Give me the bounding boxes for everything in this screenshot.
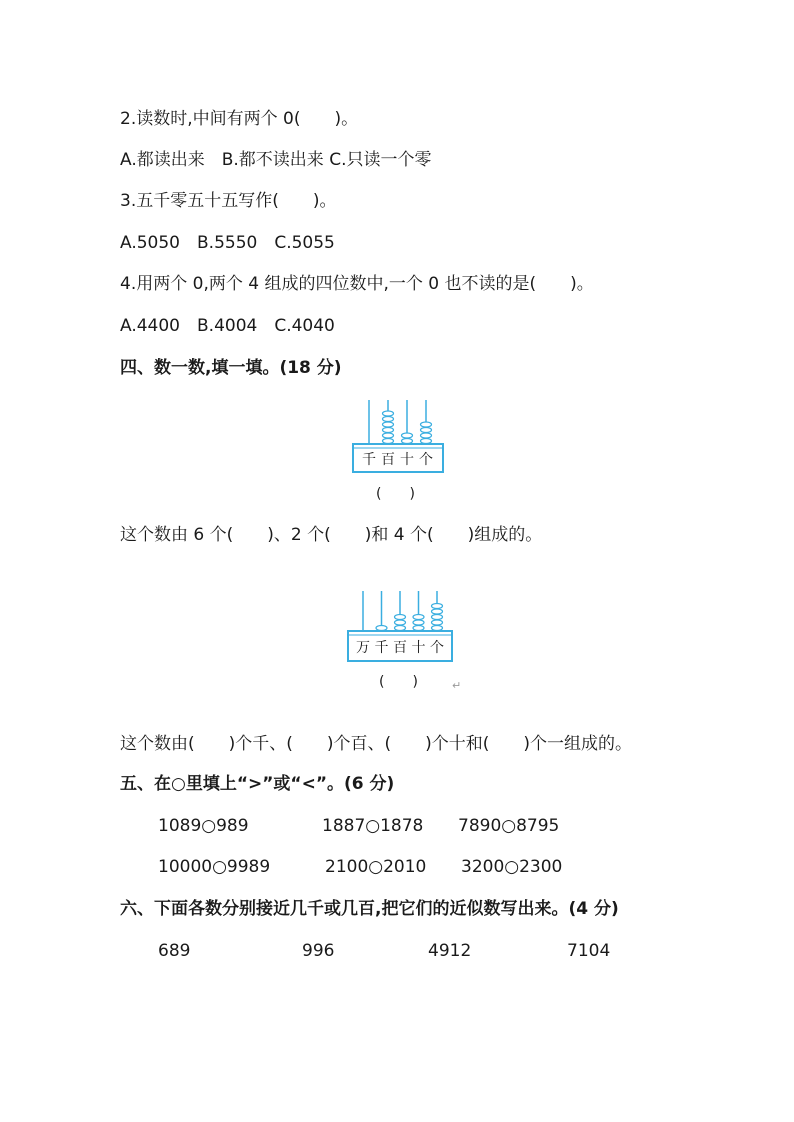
abacus-bead (413, 615, 424, 620)
abacus-figure-5-digit (347, 587, 453, 665)
abacus-bead (383, 422, 394, 427)
abacus-bead (421, 428, 432, 433)
abacus-bead (395, 615, 406, 620)
question-4-options: A.4400 B.4004 C.4040 (120, 316, 335, 336)
abacus-bead (402, 439, 413, 444)
abacus-bead (413, 626, 424, 631)
abacus-place-label: 十 (400, 452, 414, 468)
abacus-figure-4-digit (352, 396, 444, 476)
abacus-2-answer-blank: ( ) (379, 674, 418, 690)
section-6-heading: 六、下面各数分别接近几千或几百,把它们的近似数写出来。(4 分) (120, 899, 619, 919)
approx-number: 4912 (428, 941, 472, 961)
abacus-bead (383, 433, 394, 438)
abacus-place-label: 十 (411, 640, 426, 656)
abacus-place-label: 百 (381, 452, 395, 468)
abacus-bead (383, 428, 394, 433)
approx-number: 996 (302, 941, 335, 961)
compare-item: 7890○8795 (458, 816, 560, 836)
abacus-place-label: 百 (393, 640, 407, 656)
question-2-options: A.都读出来 B.都不读出来 C.只读一个零 (120, 150, 432, 170)
abacus-bead (395, 626, 406, 631)
abacus-place-label: 千 (374, 640, 389, 656)
abacus-bead (376, 626, 387, 631)
abacus-place-label: 千 (362, 452, 376, 468)
abacus-place-label: 个 (419, 452, 433, 468)
approx-number: 7104 (567, 941, 611, 961)
abacus-bead (413, 620, 424, 625)
abacus-bead (432, 626, 443, 631)
approx-number: 689 (158, 941, 191, 961)
question-4-text: 4.用两个 0,两个 4 组成的四位数中,一个 0 也不读的是( )。 (120, 274, 594, 294)
return-mark: ↵ (452, 679, 462, 692)
abacus-bead (432, 615, 443, 620)
abacus-bead (421, 422, 432, 427)
compare-item: 1089○989 (158, 816, 249, 836)
question-3-options: A.5050 B.5550 C.5055 (120, 233, 335, 253)
abacus-bead (383, 417, 394, 422)
abacus-bead (432, 604, 443, 609)
abacus-1-answer-blank: ( ) (376, 486, 415, 502)
abacus-bead (432, 620, 443, 625)
abacus-place-label: 个 (430, 640, 444, 656)
compare-item: 1887○1878 (322, 816, 424, 836)
abacus-bead (383, 439, 394, 444)
section-5-heading: 五、在○里填上“>”或“<”。(6 分) (120, 774, 395, 794)
abacus-bead (395, 620, 406, 625)
abacus-bead (402, 433, 413, 438)
abacus-bead (421, 439, 432, 444)
question-3-text: 3.五千零五十五写作( )。 (120, 191, 337, 211)
abacus-bead (432, 609, 443, 614)
question-2-text: 2.读数时,中间有两个 0( )。 (120, 109, 359, 129)
abacus-bead (383, 411, 394, 416)
section-4-heading: 四、数一数,填一填。(18 分) (120, 358, 342, 378)
compare-item: 3200○2300 (461, 857, 563, 877)
abacus-bead (421, 433, 432, 438)
abacus-1-sentence: 这个数由 6 个( )、2 个( )和 4 个( )组成的。 (120, 525, 543, 545)
abacus-place-label: 万 (356, 640, 370, 656)
abacus-2-sentence: 这个数由( )个千、( )个百、( )个十和( )个一组成的。 (120, 734, 633, 754)
compare-item: 2100○2010 (325, 857, 427, 877)
compare-item: 10000○9989 (158, 857, 271, 877)
